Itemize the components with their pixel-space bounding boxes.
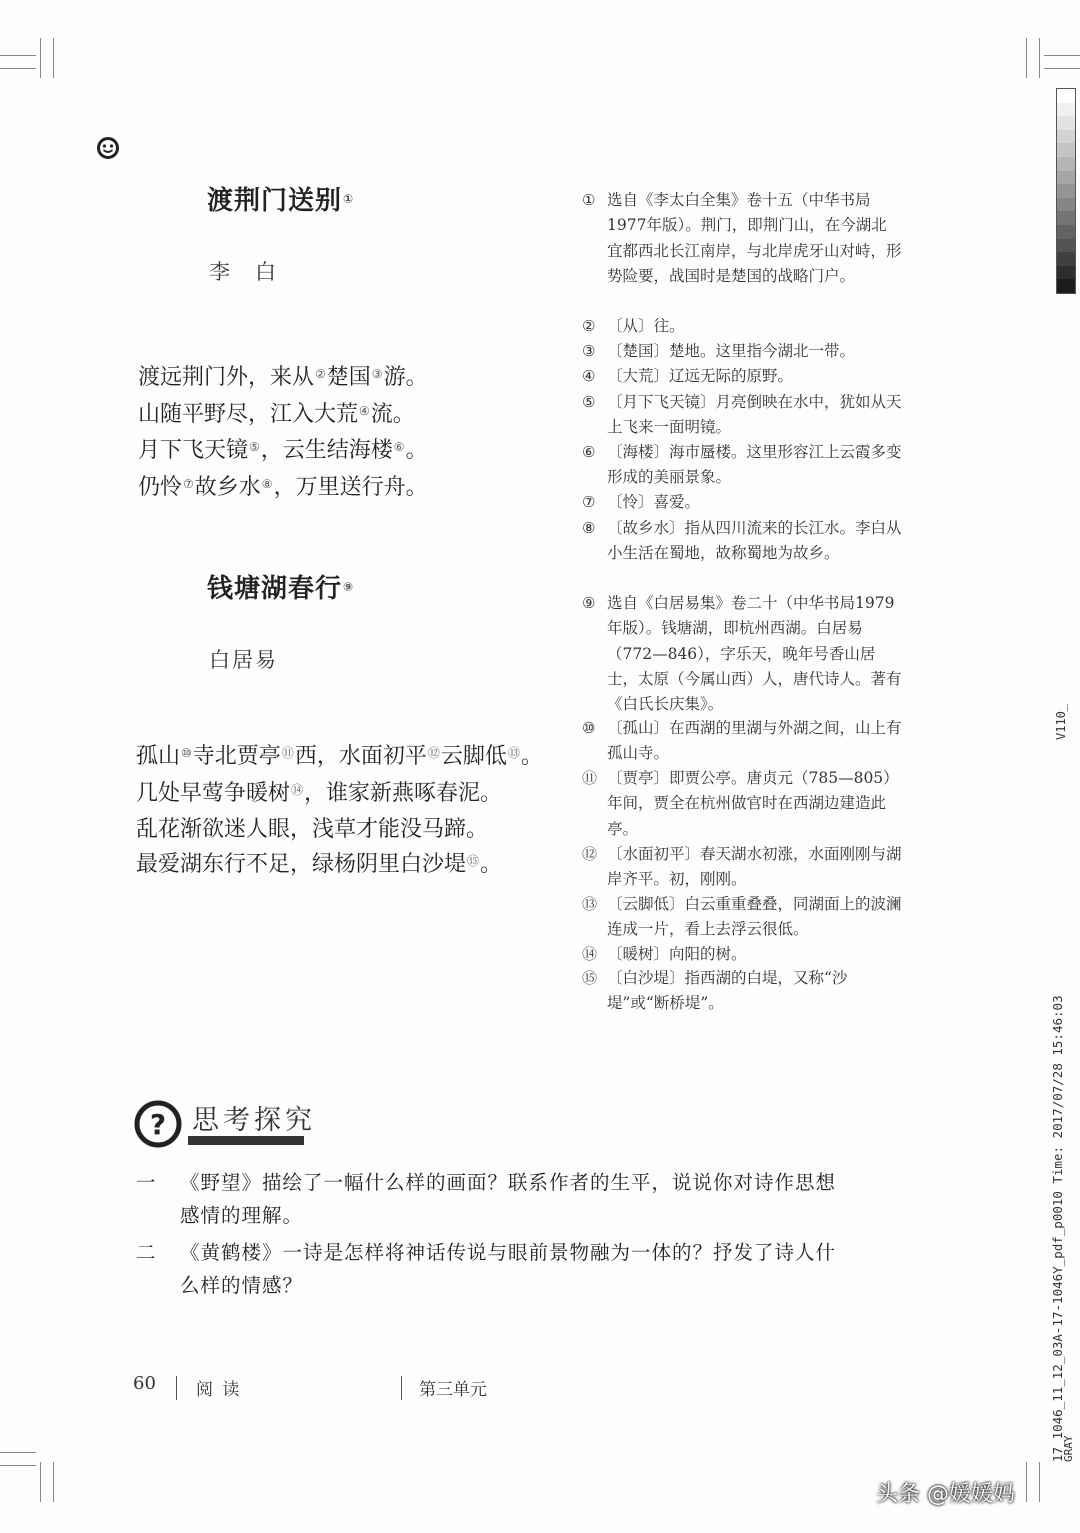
poem-author: 李 白 [209,260,278,284]
poem-text: 游。 [383,365,428,390]
question-icon [134,1100,182,1148]
footnote-item [582,390,902,441]
footnote-marker: ⑩ [181,746,192,760]
footnote-number: ② [582,317,596,335]
footnote-text: 〔云脚低〕白云重重叠叠，同湖面上的波澜连成一片，看上去浮云很低。 [607,895,902,939]
footnote-number: ① [582,191,596,209]
poem-text: 寺北贾亭 [192,744,281,769]
question-item [136,1166,906,1232]
footnote-text: 选自《李太白全集》卷十五（中华书局1977年版）。荆门，即荆门山，在今湖北宜都西北长江南岸，与北岸虎牙山对峙，形势险要，战国时是楚国的战略门户。 [607,191,902,285]
crop-mark [1026,1462,1027,1502]
footnote-item [582,842,902,893]
footer-divider [401,1376,402,1400]
footnote-text: 〔白沙堤〕指西湖的白堤，又称“沙堤”或“断桥堤”。 [607,969,848,1013]
question-item [136,1236,906,1302]
poem-text: 几处早莺争暖树 [136,780,291,806]
crop-mark [1044,55,1080,56]
poem-text: ，万里送行舟。 [273,474,428,500]
footnote-marker: ⑬ [507,746,520,760]
footnote-number: ⑧ [582,519,596,537]
footnote-marker: ⑮ [467,853,480,868]
svg-text:?: ? [149,1108,167,1141]
crop-mark [0,68,36,69]
poem-line [136,740,543,777]
footnote-item [582,966,902,1017]
footnote-text: 〔贾亭〕即贾公亭。唐贞元（785—805）年间，贾全在杭州做官时在西湖边建造此亭。 [607,769,899,838]
footnote-item [582,490,902,515]
footnote-number: ⑪ [582,769,598,787]
poem-text: 仍怜 [138,474,183,500]
poem-text: 乱花渐欲迷人眼，浅草才能没马蹄。 [136,817,489,842]
crop-mark [1039,1462,1040,1502]
crop-mark [40,38,41,78]
crop-mark [0,55,36,56]
question-text: 《野望》描绘了一幅什么样的画面？联系作者的生平，说说你对诗作思想 [180,1171,837,1194]
crop-mark [53,38,54,78]
footer-unit: 第三单元 [419,1380,487,1400]
footnote-number: ⑩ [582,719,596,737]
poem-text: ，云生结海楼 [260,438,393,463]
watermark: 头条 @媛媛妈 [876,1482,1015,1507]
section-underline [188,1136,304,1145]
footnote-marker: ⑤ [249,440,260,454]
poem-line [138,434,428,471]
poem-text: 故乡水 [194,474,261,500]
footnote-item [582,314,902,339]
poem-text: 西，水面初平 [294,744,427,769]
footnote-text: 〔暖树〕向阳的树。 [607,945,747,963]
question-text: 么样的情感？ [180,1274,304,1297]
poem-author: 白居易 [209,648,278,672]
smiley-icon [96,136,120,160]
poem-text: 。 [480,851,503,877]
footnote-number: ④ [582,367,596,385]
crop-mark [40,1462,41,1502]
footnote-item [582,892,902,943]
margin-timestamp: 17_1046_11_12_03A-17-1046Y_pdf_p0010 Time: 2017/07/28 15:46:03 [1050,995,1065,1462]
footnote-number: ③ [582,342,596,360]
crop-mark [0,1452,36,1453]
footnote-text: 选自《白居易集》卷二十（中华书局1979年版）。钱塘湖，即杭州西湖。白居易（772—846），字乐天，晚年号香山居士，太原（今属山西）人，唐代诗人。著有《白氏长庆集》。 [607,594,902,714]
crop-mark [1039,38,1040,78]
crop-mark [53,1462,54,1502]
footnote-item [582,364,902,389]
footnote-item [582,716,902,767]
poem-text: 渡远荆门外，来从 [138,365,315,390]
crop-mark [0,1465,36,1466]
margin-code: V110_ [1054,703,1068,740]
footnote-marker: ⑨ [343,580,355,594]
footnote-marker: ④ [359,403,370,418]
footnote-item [582,766,902,842]
poem-line [138,471,428,508]
poem-text: 云脚低 [440,744,507,769]
footnote-number: ⑨ [582,594,596,612]
poem-body [136,740,543,884]
poem-line [136,848,543,885]
footnote-number: ⑭ [582,945,598,963]
question-number: 二 [136,1241,157,1264]
poem-title: 钱塘湖春行⑨ [207,574,355,604]
footnote-number: ⑥ [582,443,596,461]
footnote-number: ⑮ [582,969,598,987]
footnote-text: 〔故乡水〕指从四川流来的长江水。李白从小生活在蜀地，故称蜀地为故乡。 [607,519,902,563]
crop-mark [1026,38,1027,78]
footnote-marker: ⑪ [281,746,294,760]
footnote-number: ⑦ [582,493,596,511]
footnote-text: 〔海楼〕海市蜃楼。这里形容江上云霞多变形成的美丽景象。 [607,443,902,487]
footnote-number: ⑤ [582,393,596,411]
footnote-item [582,516,902,567]
poem-text: 。 [520,744,543,769]
poem-text: 孤山 [136,744,181,769]
poem-line [136,777,543,814]
question-text: 感情的理解。 [180,1204,304,1227]
footnote-text: 〔楚国〕楚地。这里指今湖北一带。 [607,342,856,360]
poem-line [136,813,543,848]
footnote-item [582,942,902,967]
footer-divider [176,1376,177,1400]
section-title: 思考探究 [192,1105,316,1136]
poem-text: 山随平野尽，江入大荒 [138,401,359,427]
footnote-marker: ⑧ [261,476,273,491]
footnote-marker: ⑦ [183,476,194,491]
footnote-marker: ③ [371,367,383,381]
poem-title: 渡荆门送别① [207,186,355,216]
poem-line [138,398,428,435]
poem-body [138,361,428,507]
question-text: 《黄鹤楼》一诗是怎样将神话传说与眼前景物融为一体的？抒发了诗人什 [180,1241,837,1264]
footnote-text: 〔大荒〕辽远无际的原野。 [607,367,794,385]
footnote-text: 〔孤山〕在西湖的里湖与外湖之间，山上有孤山寺。 [607,719,902,763]
poem-text: ，谁家新燕啄春泥。 [304,780,503,806]
footnote-marker: ⑭ [291,782,304,797]
footnote-text: 〔从〕往。 [607,317,685,335]
footnote-item [582,188,902,289]
footnote-item [582,339,902,364]
crop-mark [1044,68,1080,69]
footnote-marker: ② [315,367,326,381]
footnote-item [582,440,902,491]
poem-text: 。 [405,438,428,463]
poem-text: 楚国 [326,365,371,390]
poem-line [138,361,428,398]
footnote-text: 〔月下飞天镜〕月亮倒映在水中，犹如从天上飞来一面明镜。 [607,393,902,437]
margin-gray-label: GRAY [1062,1435,1075,1462]
footnote-number: ⑫ [582,845,598,863]
grayscale-bar [1056,88,1076,294]
footer-section: 阅 读 [196,1380,242,1400]
footnote-marker: ⑫ [427,746,440,760]
page-number: 60 [133,1373,156,1394]
poem-text: 最爱湖东行不足，绿杨阴里白沙堤 [136,851,467,877]
footnote-text: 〔怜〕喜爱。 [607,493,701,511]
poem-text: 月下飞天镜 [138,438,249,463]
poem-text: 流。 [370,401,415,427]
footnote-marker: ① [343,192,355,206]
question-number: 一 [136,1171,157,1194]
footnote-marker: ⑥ [393,440,405,454]
footnote-number: ⑬ [582,895,598,913]
footnote-text: 〔水面初平〕春天湖水初涨，水面刚刚与湖岸齐平。初，刚刚。 [607,845,902,889]
footnote-item [582,591,902,717]
